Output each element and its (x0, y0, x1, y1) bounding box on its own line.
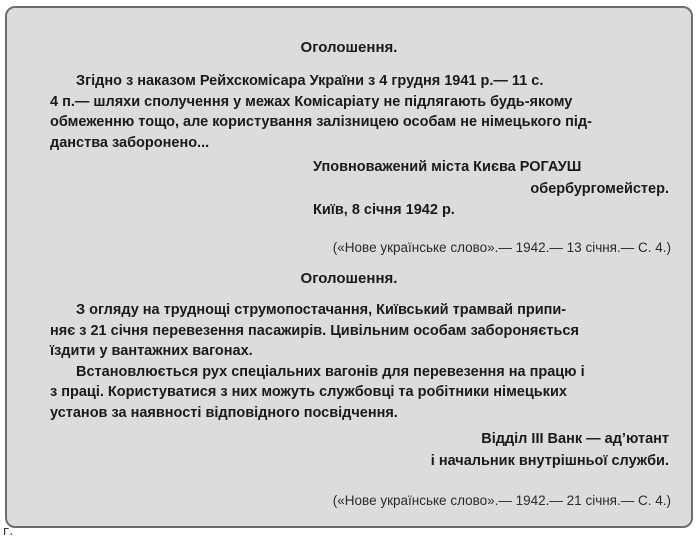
announcement-1-signature-title: обербургомейстер. (530, 181, 669, 197)
announcement-2-line-1: З огляду на труднощі струмопостачання, Київський трамвай припи- (76, 302, 567, 318)
announcement-2-signature-wrap-1 (481, 429, 669, 450)
announcement-2-line-6: установ за наявності відповідного посвідчення. (50, 404, 398, 421)
announcement-1-line-4: данства заборонено... (50, 134, 210, 151)
announcement-1-line-2: 4 п.— шляхи сполучення у межах Комісаріату не підлягають будь-якому (50, 93, 573, 110)
announcement-2-line-4: Встановлюється рух спеціальних вагонів для перевезення на працю і (76, 363, 585, 380)
announcement-2-body (50, 300, 658, 423)
announcement-1-signature-title-wrap (530, 179, 669, 200)
announcement-2-line-3: їздити у вантажних вагонах. (50, 343, 253, 359)
announcement-2-title: Оголошення. (300, 270, 398, 287)
announcement-1-line-3: обмеженню тощо, але користування залізницею особам не німецького під- (50, 114, 592, 130)
corner-mark: г. (3, 524, 14, 538)
announcement-2-signature-wrap-2 (431, 451, 669, 472)
announcement-1-body (50, 71, 658, 153)
announcement-2-line-5: з праці. Користуватися з них можуть службовці та робітники німецьких (50, 384, 567, 400)
document-frame (5, 6, 693, 528)
announcement-1-signature-name: Уповноважений міста Києва РОГАУШ (313, 159, 582, 175)
announcement-1-title: Оголошення. (300, 39, 398, 56)
announcement-1-signature (313, 157, 581, 178)
announcement-2-source: («Нове українське слово».— 1942.— 21 січня.— С. 4.) (332, 493, 671, 508)
announcement-1-place-date: Київ, 8 січня 1942 р. (313, 202, 455, 218)
announcement-2-signature-line-2: і начальник внутрішньої служби. (430, 453, 669, 469)
announcement-1-line-1: Згідно з наказом Рейхскомісара України з 4 грудня 1941 р.— 11 с. (76, 73, 544, 89)
announcement-1-place-date-wrap (313, 200, 455, 221)
announcement-1-source: («Нове українське слово».— 1942.— 13 січня.— С. 4.) (332, 240, 671, 255)
announcement-2-signature-line-1: Відділ III Ванк — ад’ютант (481, 431, 669, 447)
announcement-2-line-2: няє з 21 січня перевезення пасажирів. Цивільним особам забороняється (50, 322, 579, 339)
